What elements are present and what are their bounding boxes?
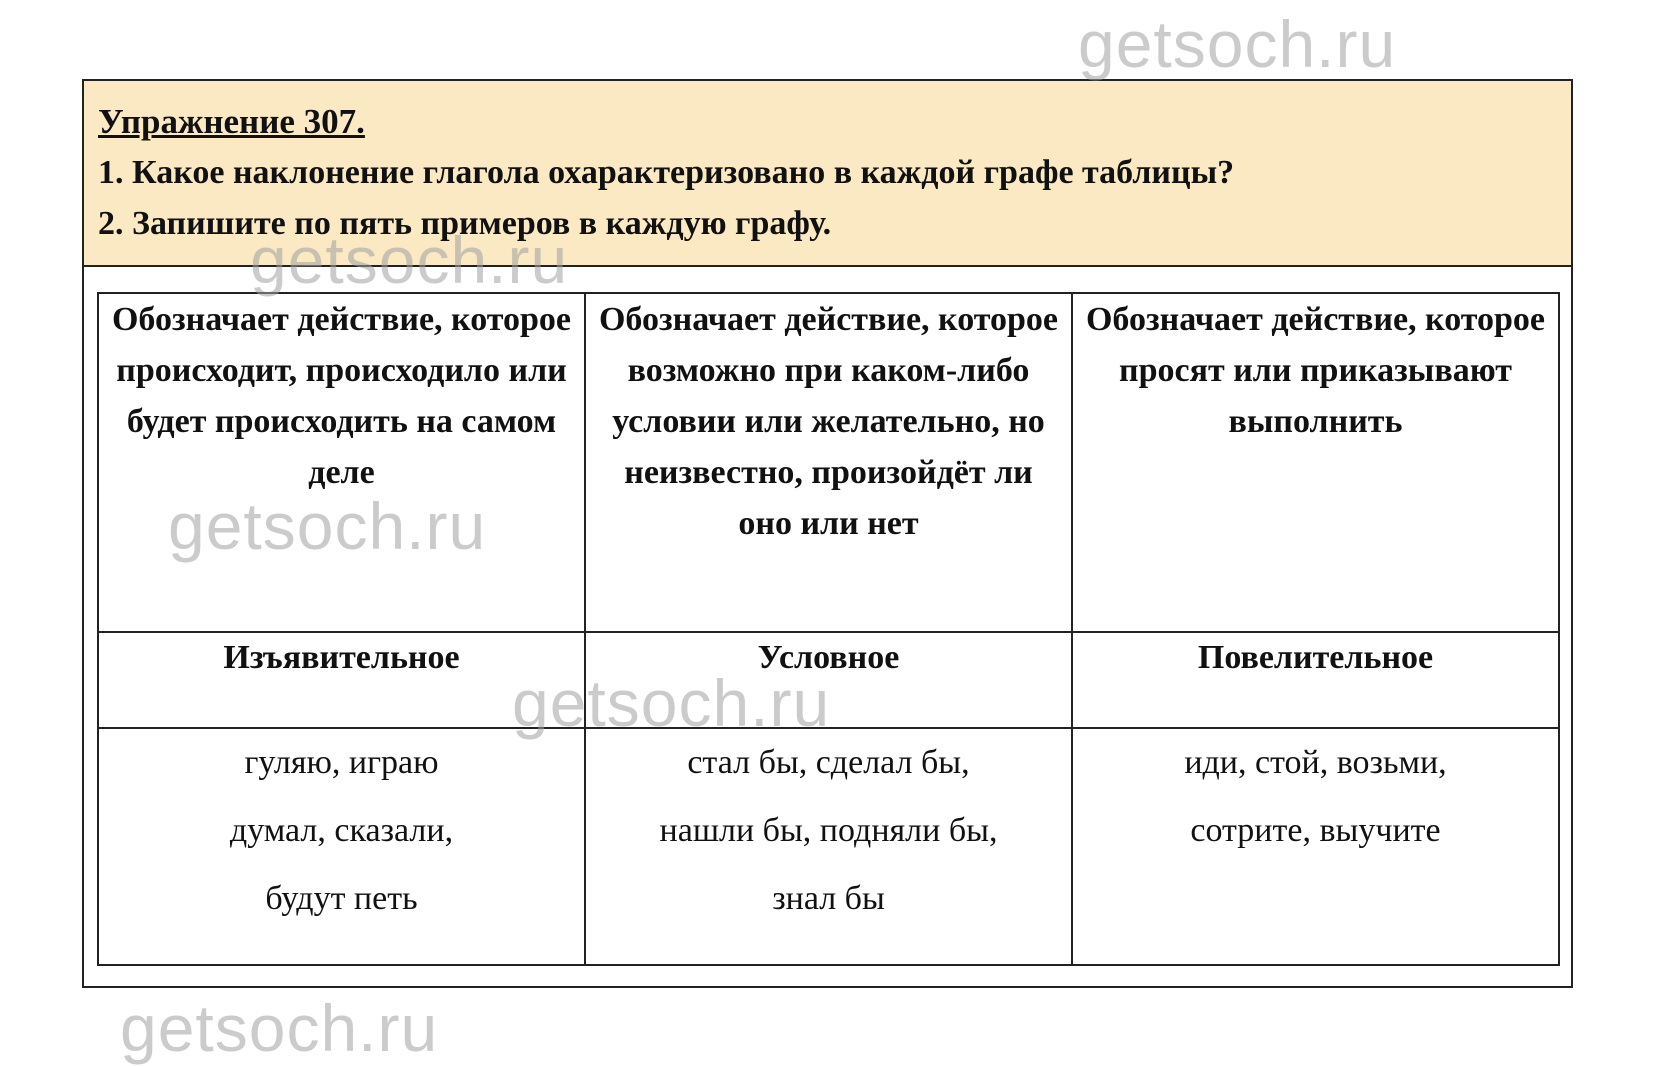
examples-indicative	[109, 729, 574, 933]
watermark-bottom: getsoch.ru	[120, 991, 439, 1065]
table-row-moods	[98, 632, 1559, 728]
description-imperative: Обозначает действие, которое просят или приказывают выполнить	[1085, 301, 1546, 440]
mood-conditional: Условное	[757, 639, 900, 676]
watermark-center: getsoch.ru	[512, 666, 831, 740]
mood-table	[97, 292, 1560, 966]
example-line: думал, сказали,	[229, 812, 454, 849]
example-line: сотрите, выучите	[1190, 812, 1441, 849]
description-conditional: Обозначает действие, которое возможно при каком-либо условии или желательно, но неизвестно, произойдёт ли оно или нет	[598, 301, 1059, 542]
example-line: гуляю, играю	[244, 744, 439, 781]
example-line: стал бы, сделал бы,	[687, 744, 970, 781]
table-cell	[1072, 728, 1559, 965]
watermark-upper-left: getsoch.ru	[250, 223, 569, 297]
exercise-title: Упражнение 307.	[98, 102, 365, 141]
table-cell	[98, 632, 585, 728]
table-cell	[1072, 632, 1559, 728]
example-line: знал бы	[772, 880, 885, 917]
table-cell	[585, 293, 1072, 632]
table-cell	[98, 293, 585, 632]
exercise-header	[84, 81, 1571, 267]
examples-imperative	[1083, 729, 1548, 865]
table-row-examples	[98, 728, 1559, 965]
table-cell	[1072, 293, 1559, 632]
mood-imperative: Повелительное	[1197, 639, 1434, 676]
example-line: будут петь	[265, 880, 418, 917]
table-cell	[585, 632, 1072, 728]
exercise-task-1: 1. Какое наклонение глагола охарактеризовано в каждой графе таблицы?	[98, 154, 1235, 191]
exercise-task-2: 2. Запишите по пять примеров в каждую графу.	[98, 205, 832, 242]
exercise-frame	[82, 79, 1573, 988]
watermark-top: getsoch.ru	[1078, 7, 1397, 81]
description-indicative: Обозначает действие, которое происходит, происходило или будет происходить на самом деле	[111, 301, 572, 491]
example-line: нашли бы, подняли бы,	[659, 812, 998, 849]
mood-indicative: Изъявительное	[223, 639, 460, 676]
watermark-middle-left: getsoch.ru	[168, 489, 487, 563]
examples-conditional	[596, 729, 1061, 933]
table-cell	[585, 728, 1072, 965]
table-cell	[98, 728, 585, 965]
table-row-descriptions	[98, 293, 1559, 632]
example-line: иди, стой, возьми,	[1184, 744, 1447, 781]
